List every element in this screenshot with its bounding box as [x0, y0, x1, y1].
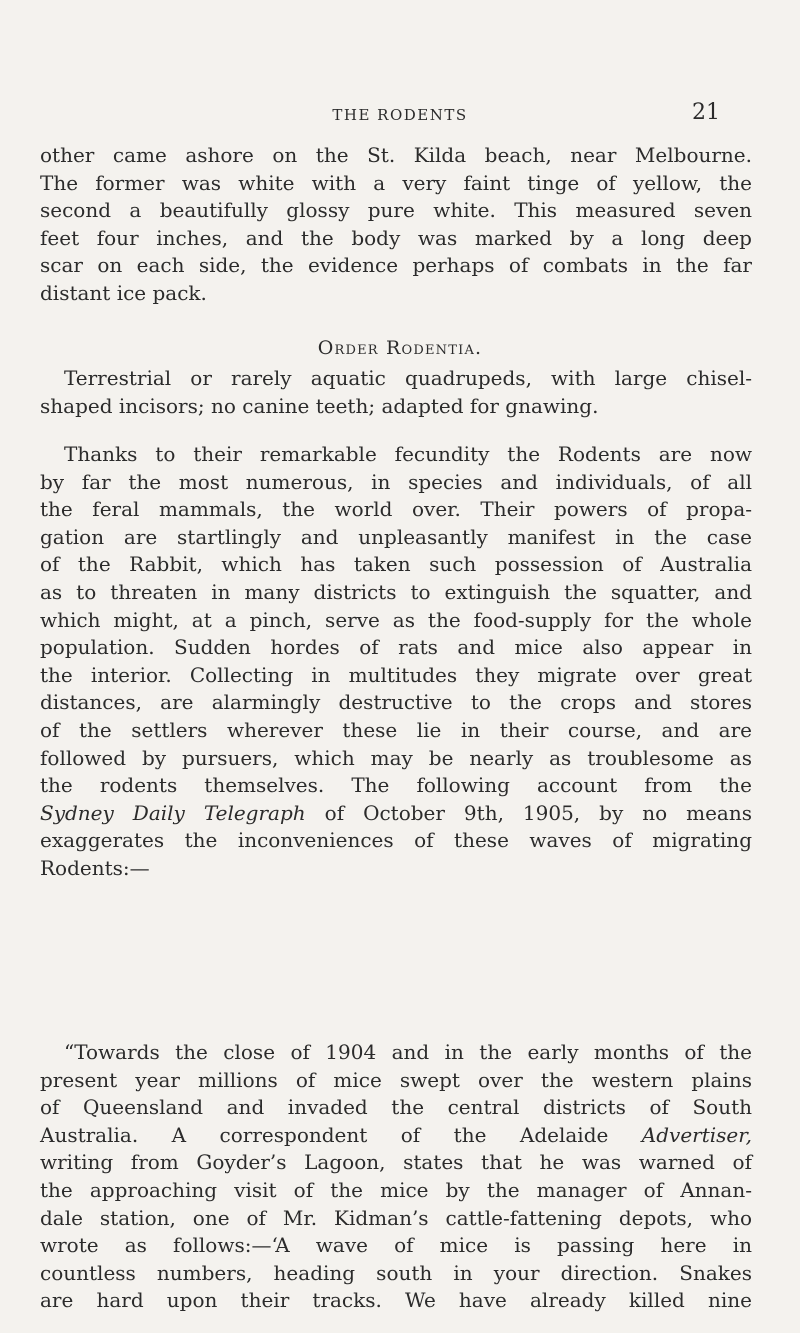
- text-line: “Towards the close of 1904 and in the early months of the: [64, 1040, 752, 1064]
- text-line: writing from Goyder’s Lagoon, states that he was warned of: [40, 1150, 752, 1175]
- text-line: of the Rabbit, which has taken such possession of Australia: [40, 552, 752, 577]
- text-line: [40, 1122, 752, 1150]
- text-line: other came ashore on the St. Kilda beach, near Melbourne.: [40, 143, 752, 167]
- text-line: wrote as follows:—‘A wave of mice is passing here in: [40, 1233, 752, 1258]
- text-line: present year millions of mice swept over the western plains: [40, 1067, 752, 1092]
- section-heading: Order Rodentia.: [317, 337, 483, 359]
- page-number: 21: [692, 100, 720, 125]
- text-line: second a beautifully glossy pure white. This measured seven: [40, 198, 752, 223]
- text-line: countless numbers, heading south in your direction. Snakes: [40, 1260, 752, 1285]
- text-line: are hard upon their tracks. We have already killed nine: [40, 1288, 752, 1313]
- text-line: shaped incisors; no canine teeth; adapted for gnawing.: [40, 393, 599, 418]
- text-line: distant ice pack.: [40, 280, 207, 305]
- text-line: of the settlers wherever these lie in their course, and are: [40, 717, 752, 742]
- text-line: gation are startlingly and unpleasantly manifest in the case: [40, 524, 752, 549]
- text-line: distances, are alarmingly destructive to the crops and stores: [40, 690, 752, 715]
- text-line: the feral mammals, the world over. Their powers of propa-: [40, 497, 752, 522]
- text-line: The former was white with a very faint tinge of yellow, the: [40, 170, 752, 195]
- running-head: [0, 100, 800, 128]
- text-fragment: of October 9th, 1905, by no means: [305, 800, 753, 825]
- text-line: the approaching visit of the mice by the manager of Annan-: [40, 1177, 752, 1202]
- text-line: dale station, one of Mr. Kidman’s cattle-fattening depots, who: [40, 1205, 752, 1230]
- newspaper-title: Sydney Daily Telegraph: [40, 800, 306, 825]
- text-line: by far the most numerous, in species and individuals, of all: [40, 469, 752, 494]
- text-line: which might, at a pinch, serve as the food-supply for the whole: [40, 607, 752, 632]
- paragraph-seal-description: [40, 142, 752, 308]
- text-line: of Queensland and invaded the central districts of South: [40, 1095, 752, 1120]
- text-fragment: Australia. A correspondent of the Adelaide: [40, 1122, 642, 1147]
- text-line: the interior. Collecting in multitudes they migrate over great: [40, 662, 752, 687]
- text-line: scar on each side, the evidence perhaps of combats in the far: [40, 253, 752, 278]
- text-line: population. Sudden hordes of rats and mice also appear in: [40, 635, 752, 660]
- text-line: Terrestrial or rarely aquatic quadrupeds, with large chisel-: [64, 366, 752, 390]
- text-line: Thanks to their remarkable fecundity the Rodents are now: [64, 442, 752, 466]
- text-line: followed by pursuers, which may be nearly as troublesome as: [40, 745, 752, 770]
- text-line: [40, 800, 752, 828]
- text-line: Rodents:—: [40, 855, 150, 880]
- paragraph-newspaper-quote: [40, 1039, 752, 1315]
- text-line: as to threaten in many districts to extinguish the squatter, and: [40, 579, 752, 604]
- text-line: feet four inches, and the body was marked by a long deep: [40, 225, 752, 250]
- paragraph-order-definition: [40, 365, 752, 420]
- running-title: THE RODENTS: [332, 106, 468, 124]
- text-line: the rodents themselves. The following account from the: [40, 773, 752, 798]
- paragraph-rodent-fecundity: [40, 441, 752, 883]
- text-line: exaggerates the inconveniences of these waves of migrating: [40, 828, 752, 853]
- newspaper-title: Advertiser,: [641, 1122, 752, 1147]
